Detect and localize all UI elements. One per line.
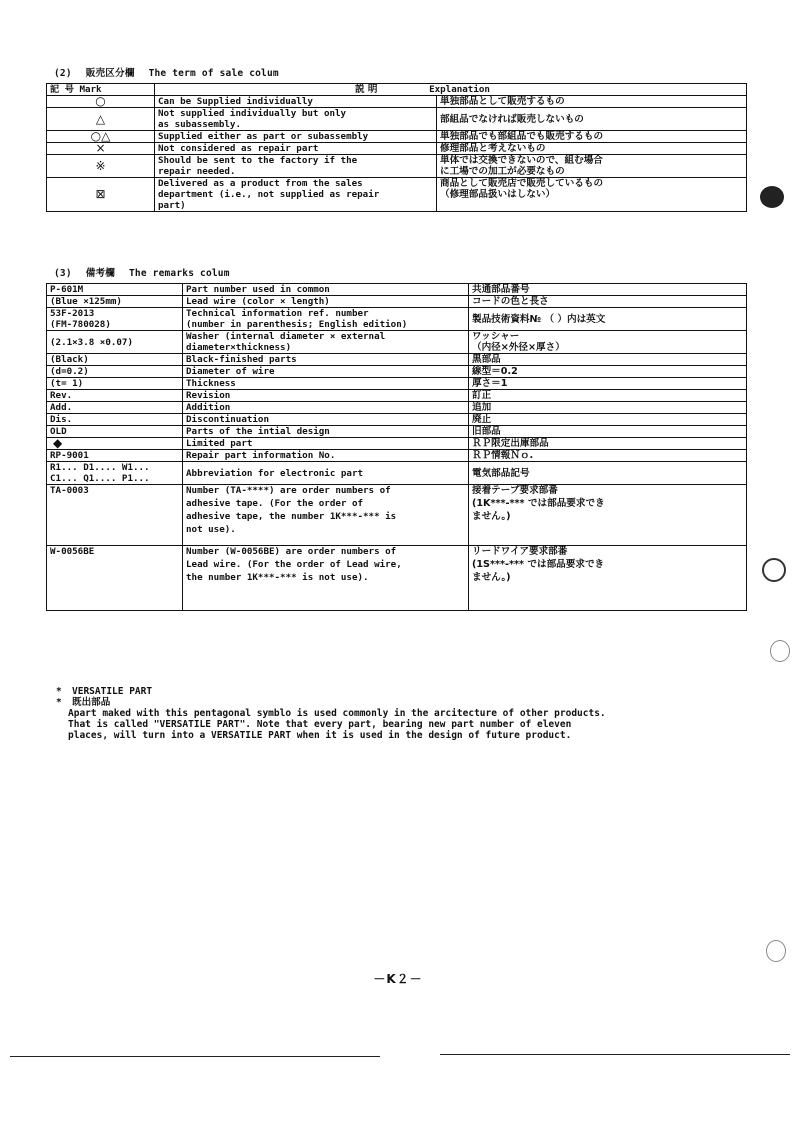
remark-code: RP-9001 — [47, 450, 183, 462]
remark-en-line: the number 1K***-*** is not use). — [186, 572, 369, 583]
remark-en — [183, 331, 469, 354]
remark-jp: 旧部品 — [469, 426, 747, 438]
remark-code: Add. — [47, 402, 183, 414]
remark-code: (2.1×3.8 ×0.07) — [47, 331, 183, 354]
table-row — [47, 131, 747, 143]
remark-jp-line: (1S***-*** では部品要求でき — [472, 559, 605, 570]
remark-jp: 訂正 — [469, 390, 747, 402]
table-row — [47, 426, 747, 438]
row-jp-line: に工場での加工が必要なもの — [440, 166, 565, 177]
remark-jp: ＲＰ情報Ｎｏ. — [469, 450, 747, 462]
remark-jp: 線型＝0.2 — [469, 366, 747, 378]
versatile-title-jp: 既出部品 — [72, 697, 111, 708]
row-en: Can be Supplied individually — [155, 96, 437, 108]
row-en: Supplied either as part or subassembly — [155, 131, 437, 143]
row-en-line: part) — [158, 200, 186, 211]
section2-heading — [54, 65, 279, 79]
remark-en-line: Technical information ref. number — [186, 308, 369, 319]
term-of-sale-table — [46, 83, 747, 212]
bottom-rule — [10, 1056, 380, 1057]
remark-code: TA-0003 — [47, 485, 183, 546]
versatile-part-note — [56, 686, 606, 741]
remark-en-line: adhesive tape, the number 1K***-*** is — [186, 511, 397, 522]
remark-code: Rev. — [47, 390, 183, 402]
section2-title-jp: 販売区分欄 — [85, 68, 135, 79]
binder-hole-icon — [766, 940, 786, 962]
remark-jp-line: 接着テープ要求部番 — [472, 485, 558, 496]
remark-jp: コードの色と長さ — [469, 296, 747, 308]
row-jp: 単独部品でも部組品でも販売するもの — [437, 131, 747, 143]
row-jp — [437, 155, 747, 178]
remark-jp-line: （内径×外径×厚さ） — [472, 342, 565, 353]
remark-code: OLD — [47, 426, 183, 438]
remark-code: (Blue ×125mm) — [47, 296, 183, 308]
asterisk-icon: * — [56, 686, 62, 697]
row-jp: 部組品でなければ販売しないもの — [437, 108, 747, 131]
remark-en: Abbreviation for electronic part — [183, 462, 469, 485]
versatile-line: places, will turn into a VERSATILE PART when it is used in the design of future product. — [68, 730, 572, 741]
remark-jp-line: (1K***-*** では部品要求でき — [472, 498, 605, 509]
remark-code: (Black) — [47, 354, 183, 366]
remark-en: Part number used in common — [183, 284, 469, 296]
row-en-line: repair needed. — [158, 166, 236, 177]
remark-en-line: Number (TA-****) are order numbers of — [186, 485, 391, 496]
table-row — [47, 155, 747, 178]
row-jp — [437, 178, 747, 212]
mark-triangle: △ — [47, 108, 155, 131]
mark-reference: ※ — [47, 155, 155, 178]
remark-en — [183, 485, 469, 546]
row-en-line: as subassembly. — [158, 119, 241, 130]
header-explanation — [155, 84, 747, 96]
table-row — [47, 354, 747, 366]
binder-hole-icon — [762, 558, 786, 582]
remark-en-line: Washer (internal diameter × external — [186, 331, 386, 342]
table-row — [47, 296, 747, 308]
remark-en: Limited part — [183, 438, 469, 450]
remark-jp-line: ません。) — [472, 511, 511, 522]
row-jp-line: 単体では交換できないので、組む場合 — [440, 155, 603, 166]
row-jp: 単独部品として販売するもの — [437, 96, 747, 108]
header-exp-jp: 説 明 — [355, 84, 378, 95]
row-en — [155, 155, 437, 178]
versatile-title-jp-row — [56, 697, 606, 708]
remark-code-line: 53F-2013 — [50, 308, 95, 319]
table-row — [47, 308, 747, 331]
row-jp: 修理部品と考えないもの — [437, 143, 747, 155]
mark-cross: × — [47, 143, 155, 155]
table-row — [47, 331, 747, 354]
header-exp-en: Explanation — [429, 84, 490, 95]
table-row — [47, 485, 747, 546]
remark-en — [183, 546, 469, 611]
table-row — [47, 108, 747, 131]
remark-code: Dis. — [47, 414, 183, 426]
mark-circle-triangle: ○△ — [47, 131, 155, 143]
versatile-title-en-row — [56, 686, 606, 697]
row-jp-line: 商品として販売店で販売しているもの — [440, 178, 604, 189]
row-en: Not considered as repair part — [155, 143, 437, 155]
section3-title-jp: 備考欄 — [85, 268, 116, 279]
limited-part-diamond-icon: ◆ — [47, 438, 183, 450]
row-en-line: Should be sent to the factory if the — [158, 155, 358, 166]
versatile-line: Apart maked with this pentagonal symblo is used commonly in the arcitecture of other products. — [68, 708, 606, 719]
row-en-line: Delivered as a product from the sales — [158, 178, 363, 189]
bottom-rule — [440, 1054, 790, 1055]
remark-en: Repair part information No. — [183, 450, 469, 462]
remark-jp: 廃止 — [469, 414, 747, 426]
remark-code — [47, 308, 183, 331]
remark-en-line: adhesive tape. (For the order of — [186, 498, 364, 509]
remark-en: Addition — [183, 402, 469, 414]
remark-jp-line: リードワイア要求部番 — [472, 546, 568, 557]
header-mark: 記 号 Mark — [47, 84, 155, 96]
remark-jp: 厚さ＝1 — [469, 378, 747, 390]
table-row — [47, 462, 747, 485]
mark-circle: ○ — [47, 96, 155, 108]
table-row — [47, 96, 747, 108]
remark-en: Thickness — [183, 378, 469, 390]
table-row — [47, 143, 747, 155]
remark-jp-line: ワッシャー — [472, 331, 520, 342]
remark-en: Revision — [183, 390, 469, 402]
table-row — [47, 402, 747, 414]
remark-code: W-0056BE — [47, 546, 183, 611]
remark-en: Parts of the intial design — [183, 426, 469, 438]
table-header-row — [47, 84, 747, 96]
table-row — [47, 390, 747, 402]
row-en-line: department (i.e., not supplied as repair — [158, 189, 380, 200]
section3-heading — [54, 265, 230, 279]
table-row — [47, 450, 747, 462]
row-en — [155, 178, 437, 212]
remark-jp: 共通部品番号 — [469, 284, 747, 296]
remark-en: Discontinuation — [183, 414, 469, 426]
asterisk-icon: * — [56, 697, 62, 708]
remark-code: (t= 1) — [47, 378, 183, 390]
row-en — [155, 108, 437, 131]
remark-jp-line: ません。) — [472, 572, 511, 583]
remark-en-line: diameter×thickness) — [186, 342, 292, 353]
remark-en: Lead wire (color × length) — [183, 296, 469, 308]
table-row — [47, 414, 747, 426]
row-jp-line: （修理部品扱いはしない） — [440, 189, 556, 200]
remark-en-line: Number (W-0056BE) are order numbers of — [186, 546, 397, 557]
table-row — [47, 378, 747, 390]
section2-number: (2) — [54, 68, 72, 79]
table-row — [47, 284, 747, 296]
remark-jp — [469, 546, 747, 611]
section2-title-en: The term of sale colum — [148, 68, 279, 79]
remark-jp: 電気部品記号 — [469, 462, 747, 485]
page-number: －K２－ — [373, 972, 423, 986]
remark-code-line: (FM-780028) — [50, 319, 111, 330]
table-row — [47, 546, 747, 611]
remark-jp — [469, 485, 747, 546]
table-row — [47, 178, 747, 212]
remark-en: Black-finished parts — [183, 354, 469, 366]
remark-en-line: not use). — [186, 524, 236, 535]
remark-code — [47, 462, 183, 485]
remark-en: Diameter of wire — [183, 366, 469, 378]
remark-en-line: (number in parenthesis; English edition) — [186, 319, 408, 330]
remark-code-line: C1... Q1.... P1... — [50, 473, 150, 484]
remark-jp: 追加 — [469, 402, 747, 414]
versatile-title-en: VERSATILE PART — [72, 686, 153, 697]
remark-code: (d=0.2) — [47, 366, 183, 378]
table-row — [47, 366, 747, 378]
binder-hole-icon — [760, 186, 784, 208]
remark-en — [183, 308, 469, 331]
row-en-line: Not supplied individually but only — [158, 108, 347, 119]
binder-hole-icon — [770, 640, 790, 662]
section3-number: (3) — [54, 268, 72, 279]
section3-title-en: The remarks colum — [129, 268, 230, 279]
remark-jp: ＲＰ限定出庫部品 — [469, 438, 747, 450]
remark-jp — [469, 331, 747, 354]
table-row — [47, 438, 747, 450]
versatile-line: That is called "VERSATILE PART". Note that every part, bearing new part number of eleven — [68, 719, 572, 730]
remark-jp: 黒部品 — [469, 354, 747, 366]
remark-en-line: Lead wire. (For the order of Lead wire, — [186, 559, 402, 570]
remark-jp: 製品技術資料№ （ ）内は英文 — [469, 308, 747, 331]
remark-code: P-601M — [47, 284, 183, 296]
remarks-table — [46, 283, 747, 611]
mark-boxed-cross: ⊠ — [47, 178, 155, 212]
remark-code-line: R1... D1.... W1... — [50, 462, 150, 473]
